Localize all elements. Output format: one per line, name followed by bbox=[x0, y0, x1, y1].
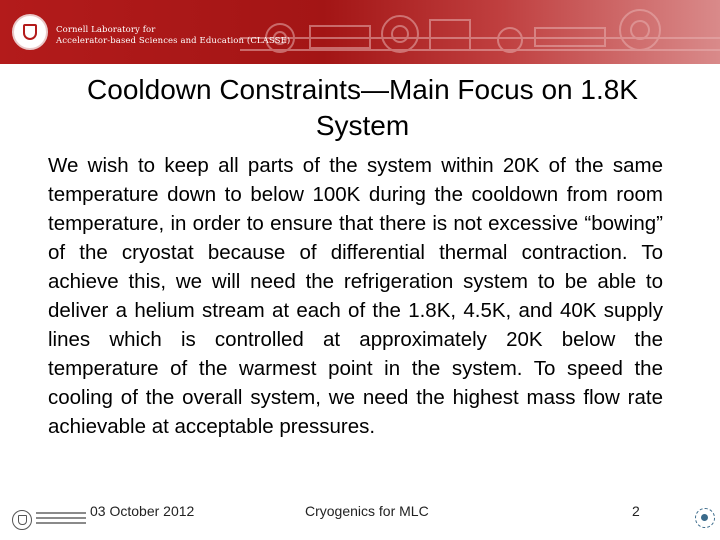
header-banner bbox=[0, 0, 720, 64]
slide-title: Cooldown Constraints—Main Focus on 1.8K System bbox=[87, 74, 638, 141]
footer-center-text: Cryogenics for MLC bbox=[305, 503, 429, 519]
lab-name bbox=[56, 25, 290, 47]
slide-body-text: We wish to keep all parts of the system within 20K of the same temperature down to below 100K during the cooldown from room temperature, in order to ensure that there is not excessive “bowing” of the cryostat because of differential thermal contraction. To achieve this, we will need the refrigeration system to be able to deliver a helium stream at each of the 1.8K, 4.5K, and 40K supply lines which is controlled at approximately 20K below the temperature of the warmest point in the system. To speed the cooling of the overall system, we need the highest mass flow rate achievable at acceptable pressures. bbox=[48, 154, 663, 438]
footer-badge-icon bbox=[695, 508, 715, 528]
footer-page-number: 2 bbox=[632, 503, 640, 519]
footer-seal-icon bbox=[12, 510, 32, 530]
footer-logo-wordmark bbox=[36, 512, 86, 527]
lab-name-line2: Accelerator-based Sciences and Education (CLASSE) bbox=[56, 36, 291, 46]
footer-date: 03 October 2012 bbox=[90, 503, 195, 519]
footer-cornell-logo bbox=[10, 508, 86, 532]
cornell-seal-icon bbox=[12, 14, 48, 50]
lab-name-line1: Cornell Laboratory for bbox=[56, 25, 156, 35]
accelerator-photo-strip bbox=[240, 0, 720, 64]
